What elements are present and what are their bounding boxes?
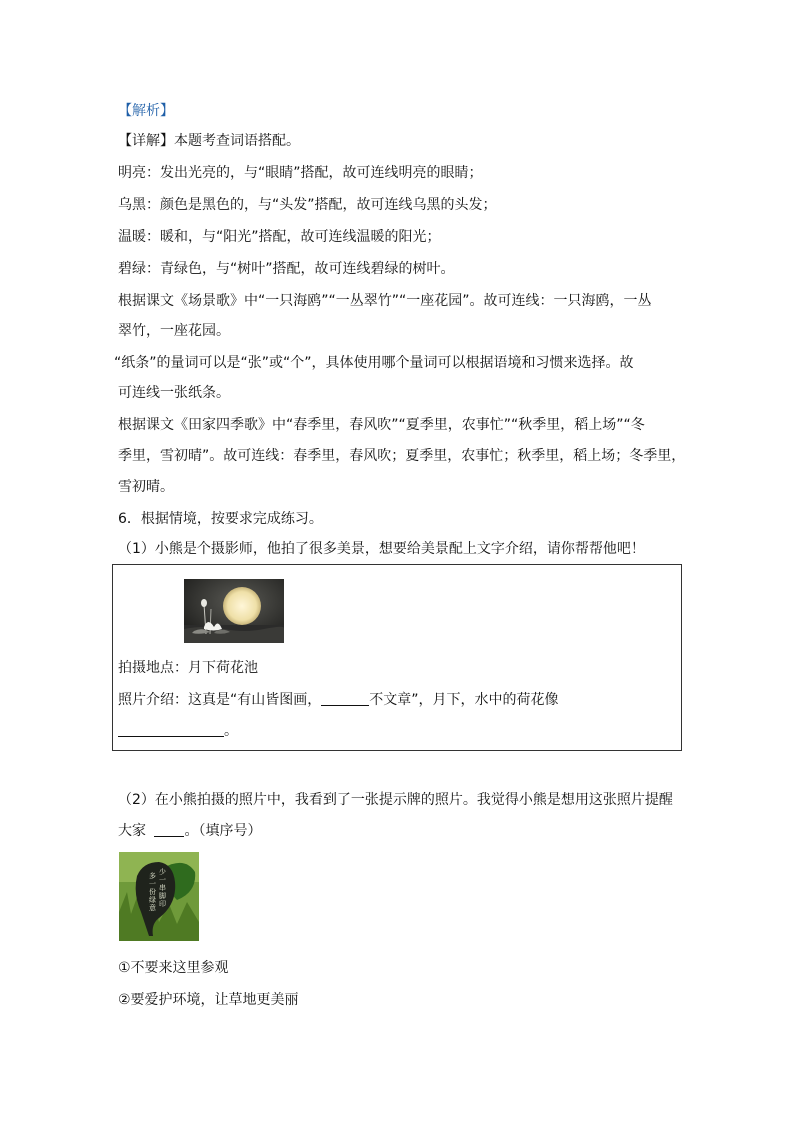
analysis-title: 【解析】 — [118, 103, 174, 119]
analysis-line: 温暖：暖和，与“阳光”搭配，故可连线温暖的阳光； — [118, 229, 441, 245]
sign-text-line-2 — [149, 871, 156, 912]
answer-blank-2[interactable] — [118, 722, 224, 737]
analysis-line: 碧绿：青绿色，与“树叶”搭配，故可连线碧绿的树叶。 — [118, 261, 455, 277]
photo-introduction — [118, 690, 559, 710]
sign-char: 份 — [149, 888, 156, 896]
analysis-line: 翠竹，一座花园。 — [118, 323, 230, 339]
answer-blank-3[interactable] — [154, 822, 184, 837]
analysis-detail: 【详解】本题考查词语搭配。 — [118, 133, 300, 149]
sign-char: 脚 — [159, 892, 166, 900]
photo-introduction-end — [118, 721, 238, 741]
question-6-part2-prompt-2 — [118, 821, 261, 841]
sign-char: 意 — [149, 904, 156, 912]
intro-text-b: 不文章”，月下，水中的荷花像 — [369, 692, 559, 708]
question-6-part1-prompt: （1）小熊是个摄影师，他拍了很多美景，想要给美景配上文字介绍，请你帮帮他吧！ — [118, 541, 645, 557]
sign-photo — [119, 852, 199, 941]
sign-char: 串 — [159, 884, 166, 892]
prompt-text-b: 。（填序号） — [184, 823, 262, 839]
intro-end: 。 — [224, 723, 238, 739]
option-2: ②要爱护环境，让草地更美丽 — [118, 992, 299, 1008]
answer-blank-1[interactable] — [321, 691, 369, 706]
sign-text-line-1 — [159, 867, 166, 908]
intro-text-a: 照片介绍：这真是“有山皆图画， — [118, 692, 322, 708]
analysis-line: 雪初晴。 — [118, 479, 174, 495]
sign-char: 多 — [149, 872, 156, 880]
question-6-part2-prompt: （2）在小熊拍摄的照片中，我看到了一张提示牌的照片。我觉得小熊是想用这张照片提醒 — [118, 792, 673, 808]
sign-char: 少 — [159, 868, 166, 876]
prompt-text-a: 大家 — [118, 823, 146, 839]
analysis-line: 根据课文《场景歌》中“一只海鸥”“一丛翠竹”“一座花园”。故可连线：一只海鸥，一丛 — [118, 293, 652, 309]
analysis-line: “纸条”的量词可以是“张”或“个”，具体使用哪个量词可以根据语境和习惯来选择。故 — [114, 355, 634, 371]
question-6-title: 6．根据情境，按要求完成练习。 — [118, 511, 323, 527]
analysis-line: 根据课文《田家四季歌》中“春季里，春风吹”“夏季里，农事忙”“秋季里，稻上场”“冬 — [118, 417, 645, 433]
option-1: ①不要来这里参观 — [118, 960, 229, 976]
moon-lotus-photo — [184, 579, 284, 643]
sign-char: 一 — [149, 880, 156, 888]
analysis-line: 乌黑：颜色是黑色的，与“头发”搭配，故可连线乌黑的头发； — [118, 197, 497, 213]
analysis-line: 可连线一张纸条。 — [118, 385, 230, 401]
sign-char: 一 — [159, 876, 166, 884]
analysis-line: 季里，雪初晴”。故可连线：春季里，春风吹；夏季里，农事忙；秋季里，稻上场；冬季里， — [118, 448, 686, 464]
analysis-line: 明亮：发出光亮的，与“眼睛”搭配，故可连线明亮的眼睛； — [118, 165, 483, 181]
sign-char: 绿 — [149, 896, 156, 904]
sign-char: 印 — [159, 900, 166, 908]
photo-location: 拍摄地点：月下荷花池 — [118, 660, 258, 676]
